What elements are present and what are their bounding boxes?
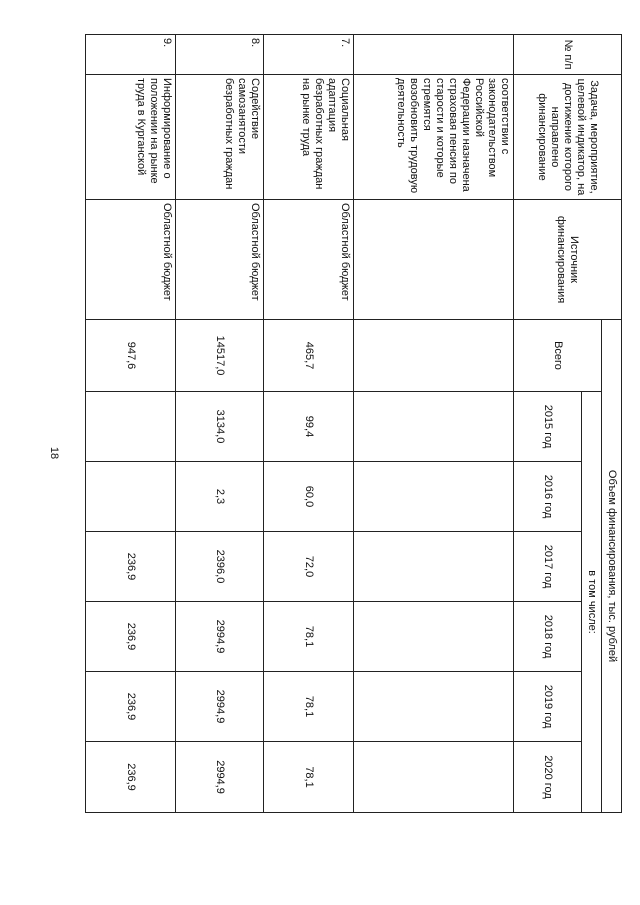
row-year-2020: [354, 742, 514, 813]
row-source: Областной бюджет: [264, 200, 354, 320]
row-total: 465,7: [264, 320, 354, 392]
row-year-2015: 99,4: [264, 392, 354, 462]
row-year-2015: 3134,0: [176, 392, 264, 462]
header-including: в том числе:: [582, 392, 602, 813]
row-year-2017: 236,9: [86, 532, 176, 602]
row-source: Областной бюджет: [86, 200, 176, 320]
row-num: 9.: [86, 35, 176, 75]
row-year-2019: 236,9: [86, 672, 176, 742]
row-year-2020: 2994,9: [176, 742, 264, 813]
row-total: 14517,0: [176, 320, 264, 392]
header-num: № п/п: [514, 35, 622, 75]
row-total: [354, 320, 514, 392]
row-year-2018: 78,1: [264, 602, 354, 672]
row-year-2018: 2994,9: [176, 602, 264, 672]
row-year-2015: [86, 392, 176, 462]
table-row: [176, 35, 264, 813]
header-source: Источник финансирования: [514, 200, 622, 320]
header-year-2015: 2015 год: [514, 392, 582, 462]
header-task: Задача, мероприятие, целевой индикатор, на достижение которого направлено финансирование: [514, 75, 622, 200]
row-year-2020: 78,1: [264, 742, 354, 813]
table-row: [354, 35, 514, 813]
header-year-2016: 2016 год: [514, 462, 582, 532]
row-total: 947,6: [86, 320, 176, 392]
header-year-2018: 2018 год: [514, 602, 582, 672]
row-year-2015: [354, 392, 514, 462]
row-year-2019: [354, 672, 514, 742]
row-source: [354, 200, 514, 320]
row-num: 7.: [264, 35, 354, 75]
page-number: 18: [48, 446, 60, 460]
table-row: [86, 35, 176, 813]
row-year-2020: 236,9: [86, 742, 176, 813]
row-num: 8.: [176, 35, 264, 75]
row-year-2018: 236,9: [86, 602, 176, 672]
financing-table-rotated: [86, 34, 622, 812]
row-year-2016: 2,3: [176, 462, 264, 532]
row-year-2019: 78,1: [264, 672, 354, 742]
financing-table-container: [86, 34, 622, 812]
row-year-2018: [354, 602, 514, 672]
row-task: Содействие самозанятости безработных граждан: [176, 75, 264, 200]
financing-table: [85, 34, 622, 813]
header-year-2019: 2019 год: [514, 672, 582, 742]
row-num: [354, 35, 514, 75]
row-year-2016: [86, 462, 176, 532]
row-year-2017: 2396,0: [176, 532, 264, 602]
row-year-2017: [354, 532, 514, 602]
row-source: Областной бюджет: [176, 200, 264, 320]
row-task: Информирование о положении на рынке труда в Курганской: [86, 75, 176, 200]
header-year-2020: 2020 год: [514, 742, 582, 813]
header-year-2017: 2017 год: [514, 532, 582, 602]
row-year-2019: 2994,9: [176, 672, 264, 742]
row-year-2016: 60,0: [264, 462, 354, 532]
header-volume: Объем финансирования, тыс. рублей: [602, 320, 622, 813]
row-task: Социальная адаптация безработных граждан на рынке труда: [264, 75, 354, 200]
row-year-2016: [354, 462, 514, 532]
table-row: [264, 35, 354, 813]
row-year-2017: 72,0: [264, 532, 354, 602]
header-total: Всего: [514, 320, 602, 392]
row-task: соответствии с законодательством Российской Федерации назначена страховая пенсия по старости и которые стремятся возобновить трудовую деятельность: [354, 75, 514, 200]
